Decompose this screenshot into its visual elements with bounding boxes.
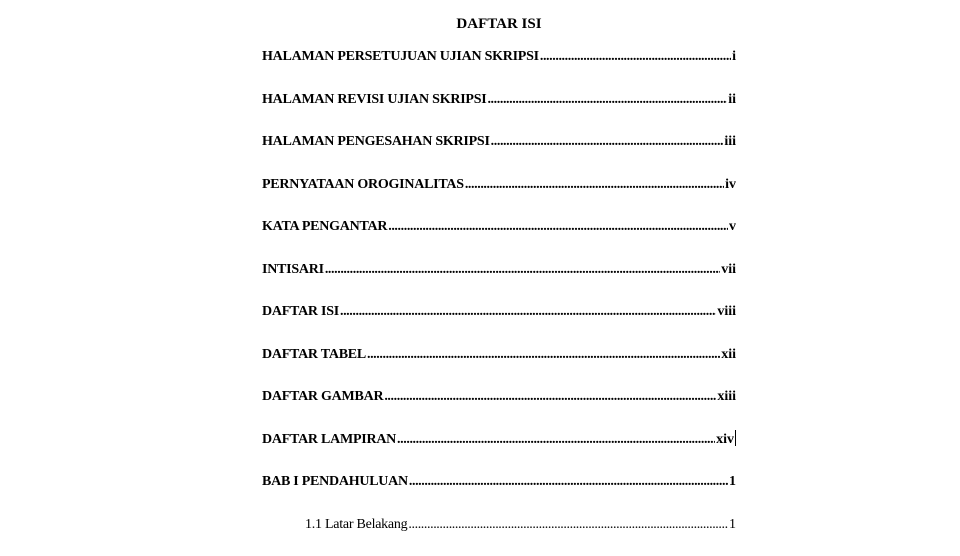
- toc-entry-label: KATA PENGANTAR: [262, 217, 387, 237]
- toc-entry-page: iii: [724, 132, 736, 152]
- dot-leader: [409, 472, 728, 492]
- toc-entry-page: xii: [721, 345, 736, 365]
- toc-entry-label: 1.1 Latar Belakang: [305, 515, 407, 535]
- toc-entry-label: INTISARI: [262, 260, 324, 280]
- toc-entry-intisari[interactable]: [262, 259, 736, 302]
- toc-entry-daftar-gambar[interactable]: [262, 386, 736, 429]
- dot-leader: [465, 175, 724, 195]
- toc-entry-label: HALAMAN PERSETUJUAN UJIAN SKRIPSI: [262, 47, 539, 67]
- toc-entry-daftar-isi[interactable]: [262, 301, 736, 344]
- toc-entry-page: viii: [717, 302, 736, 322]
- toc-entry-persetujuan[interactable]: [262, 46, 736, 89]
- toc-entry-pengesahan[interactable]: [262, 131, 736, 174]
- toc-entry-revisi[interactable]: [262, 89, 736, 132]
- toc-entry-kata-pengantar[interactable]: [262, 216, 736, 259]
- dot-leader: [325, 260, 720, 280]
- dot-leader: [340, 302, 716, 322]
- toc-entry-page: v: [729, 217, 736, 237]
- toc-entry-page: 1: [729, 472, 736, 492]
- toc-entry-label: DAFTAR LAMPIRAN: [262, 430, 396, 450]
- dot-leader: [388, 217, 728, 237]
- toc-entry-latar-belakang[interactable]: [262, 514, 736, 556]
- toc-entry-label: BAB I PENDAHULUAN: [262, 472, 408, 492]
- toc-entry-label: DAFTAR GAMBAR: [262, 387, 383, 407]
- table-of-contents: [262, 46, 736, 556]
- dot-leader: [540, 47, 731, 67]
- dot-leader: [487, 90, 727, 110]
- toc-entry-bab-1[interactable]: [262, 471, 736, 514]
- dot-leader: [367, 345, 720, 365]
- toc-entry-page: xiii: [717, 387, 736, 407]
- toc-entry-label: DAFTAR TABEL: [262, 345, 366, 365]
- toc-entry-daftar-tabel[interactable]: [262, 344, 736, 387]
- toc-entry-page: vii: [721, 260, 736, 280]
- toc-entry-label: HALAMAN PENGESAHAN SKRIPSI: [262, 132, 490, 152]
- toc-entry-label: PERNYATAAN OROGINALITAS: [262, 175, 464, 195]
- toc-entry-label: HALAMAN REVISI UJIAN SKRIPSI: [262, 90, 486, 110]
- dot-leader: [397, 430, 715, 450]
- toc-heading: DAFTAR ISI: [262, 14, 736, 34]
- toc-entry-daftar-lampiran[interactable]: [262, 429, 736, 472]
- toc-entry-page-number: xiv: [716, 432, 734, 447]
- toc-entry-page: ii: [728, 90, 736, 110]
- dot-leader: [408, 515, 728, 535]
- toc-entry-pernyataan[interactable]: [262, 174, 736, 217]
- dot-leader: [384, 387, 716, 407]
- dot-leader: [491, 132, 724, 152]
- toc-entry-page: iv: [725, 175, 736, 195]
- text-cursor: [735, 430, 736, 446]
- toc-entry-label: DAFTAR ISI: [262, 302, 339, 322]
- toc-entry-page: i: [732, 47, 736, 67]
- toc-entry-page: [716, 430, 736, 450]
- toc-entry-page: 1: [729, 515, 736, 535]
